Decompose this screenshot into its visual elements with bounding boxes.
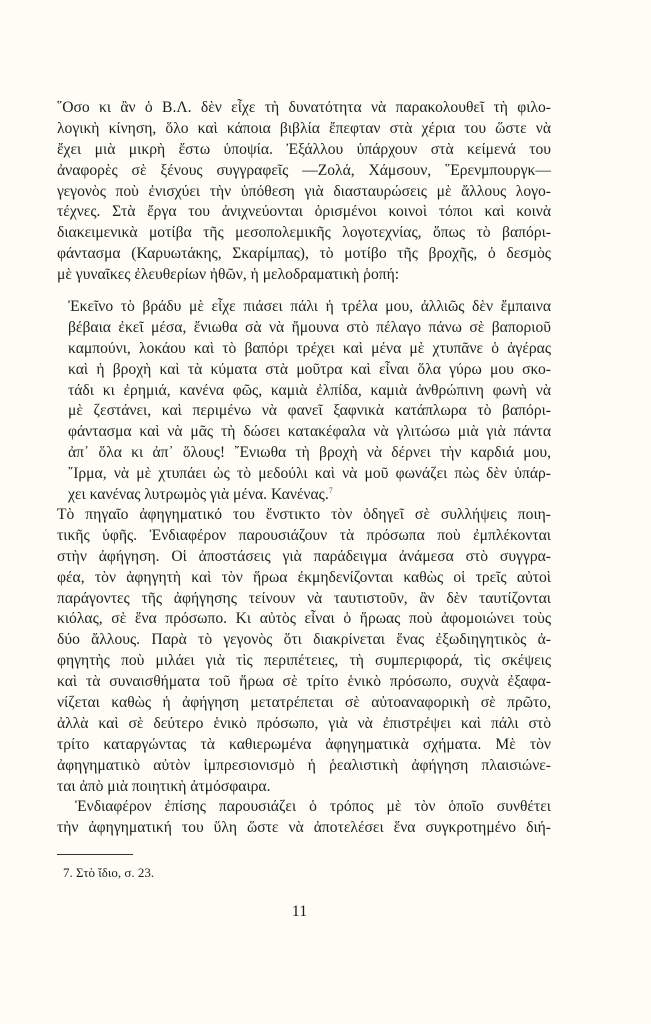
quote-line: φάντασμα καὶ νὰ μᾶς τὴ δώσει κατακέφαλα νὰ γλιτώσω μιὰ γιὰ πάντα (68, 423, 551, 441)
text-line: ῞Οσο κι ἂν ὁ Β.Λ. δὲν εἶχε τὴ δυνατότητα νὰ παρακολουθεῖ τὴ φιλο- (57, 99, 551, 116)
text-line: φάντασμα (Καρυωτάκης, Σκαρίμπας), τὸ μοτίβο τῆς βροχῆς, ὁ δεσμὸς (57, 245, 551, 263)
text-line: παράγοντες τῆς ἀφήγησης τείνουν νὰ ταυτιστοῦν, ἂν δὲν ταυτίζονται (57, 589, 551, 607)
block-quote (68, 297, 551, 506)
quote-line: ἀπ᾽ ὅλα κι ἀπ᾽ ὅλους! ῎Ενιωθα τὴ βροχὴ νὰ δέρνει τὴν καρδιά μου, (68, 444, 551, 462)
quote-line: ῎Ιρμα, νὰ μὲ χτυπάει ὡς τὸ μεδούλι καὶ νὰ μοῦ φωνάζει πὼς δὲν ὑπάρ- (68, 465, 551, 483)
text-line: τρίτο καταργώντας τὰ καθιερωμένα ἀφηγηματικὰ σχήματα. Μὲ τὸν (57, 735, 551, 753)
quote-line: Ἐκεῖνο τὸ βράδυ μὲ εἶχε πιάσει πάλι ἡ τρέλα μου, ἀλλιῶς δὲν ἔμπαινα (68, 298, 551, 315)
text-line: ἔχει μιὰ μικρὴ ἔστω ὑποψία. Ἐξάλλου ὑπάρχουν στὰ κείμενά του (57, 140, 551, 158)
text-line: καὶ τὰ συναισθήματα τοῦ ἥρωα σὲ τρίτο ἑνικὸ πρόσωπο, συχνὰ ἐξαφα- (57, 673, 551, 691)
quote-line: καμπούνι, λοκάου καὶ τὸ βαπόρι τρέχει καὶ μένα μὲ χτυπᾶνε ὁ ἀγέρας (68, 339, 551, 357)
text-line: στὴν ἀφήγηση. Οἱ ἀποστάσεις γιὰ παράδειγμα ἀνάμεσα στὸ συγγρα- (57, 547, 551, 565)
text-line: κιόλας, σὲ ἕνα πρόσωπο. Κι αὐτὸς εἶναι ὁ ἥρωας ποὺ ἀφομοιώνει τοὺς (57, 610, 551, 628)
quote-line-last (68, 485, 551, 506)
text-line: λογικὴ κίνηση, ὅλο καὶ κάποια βιβλία ἔπεφταν στὰ χέρια του ὥστε νὰ (57, 119, 551, 137)
text-line: φηγητὴς ποὺ μιλάει γιὰ τὶς περιπέτειες, τὴ συμπεριφορά, τὶς σκέψεις (57, 652, 551, 670)
page-number: 11 (291, 903, 308, 920)
text-line: ἀλλὰ καὶ σὲ δεύτερο ἑνικὸ πρόσωπο, γιὰ νὰ ἐπιστρέψει καὶ πάλι στὸ (57, 714, 551, 732)
text-line: τέχνες. Στὰ ἔργα του ἀνιχνεύονται ὁρισμένοι κοινοὶ τόποι καὶ κοινὰ (57, 203, 551, 221)
page-number-container (0, 903, 651, 921)
text-line: φέα, τὸν ἀφηγητὴ καὶ τὸν ἥρωα ἐκμηδενίζονται καθὼς οἱ τρεῖς αὐτοὶ (57, 568, 551, 586)
quote-last-text: χει κανένας λυτρωμὸς γιὰ μένα. Κανένας. (68, 486, 329, 504)
text-line: δύο ἄλλους. Παρὰ τὸ γεγονὸς ὅτι διακρίνεται ἕνας ἐξωδιηγητικὸς ἀ- (57, 631, 551, 649)
text-line: ἀφηγηματικὸ αὐτὸν ἰμπρεσιονισμὸ ἡ ῥεαλιστικὴ ἀφήγηση πλαισιώνε- (57, 756, 551, 774)
quote-line: μὲ ζεστάνει, καὶ περιμένω νὰ φανεῖ ξαφνικὰ κατάπλωρα τὸ βαπόρι- (68, 402, 551, 420)
quote-line: καὶ ἡ βροχὴ καὶ τὰ κύματα στὰ μοῦτρα καὶ εἶναι ὅλα γύρω μου σκο- (68, 360, 551, 378)
text-line: ἀναφορὲς σὲ ξένους συγγραφεῖς —Ζολά, Χάμσουν, ῞Ερενμπουργκ— (57, 161, 551, 179)
footnote: 7. Στὸ ἴδιο, σ. 23. (63, 865, 155, 880)
text-line: ται ἀπὸ μιὰ ποιητικὴ ἀτμόσφαιρα. (57, 777, 271, 795)
text-line: μὲ γυναῖκες ἐλευθερίων ἠθῶν, ἡ μελοδραματικὴ ῥοπή: (57, 266, 400, 284)
quote-line: βέβαια ἐκεῖ μέσα, ἔνιωθα σὰ νὰ ἤμουνα στὸ πέλαγο πάνω σὲ βαποριοῦ (68, 318, 551, 336)
text-line: τικῆς ὑφῆς. Ἐνδιαφέρον παρουσιάζουν τὰ πρόσωπα ποὺ ἐμπλέκονται (57, 526, 551, 544)
text-line: Τὸ πηγαῖο ἀφηγηματικό του ἔνστικτο τὸν ὁδηγεῖ σὲ συλλήψεις ποιη- (57, 506, 551, 523)
text-line: Ἐνδιαφέρον ἐπίσης παρουσιάζει ὁ τρόπος μὲ τὸν ὁποῖο συνθέτει (75, 798, 551, 816)
text-line: νίζεται καθὼς ἡ ἀφήγηση μετατρέπεται σὲ αὐτοαναφορικὴ σὲ πρῶτο, (57, 694, 551, 712)
quote-line: τάδι κι ἐρημιά, κανένα φῶς, καμιὰ ἐλπίδα, καμιὰ ἀνθρώπινη φωνὴ νὰ (68, 381, 551, 399)
text-line: γεγονὸς ποὺ ἐνισχύει τὴν ὑπόθεση γιὰ διασταυρώσεις μὲ ἄλλους λογο- (57, 182, 551, 200)
footnote-divider (57, 854, 133, 855)
text-line: τὴν ἀφηγηματική του ὕλη ὥστε νὰ ἀποτελέσει ἕνα συγκροτημένο διή- (57, 819, 551, 837)
paragraph-2 (57, 505, 551, 839)
paragraph-1 (57, 98, 551, 286)
text-line: διακειμενικὰ μοτίβα τῆς μεσοπολεμικῆς λογοτεχνίας, ὅπως τὸ βαπόρι- (57, 224, 551, 242)
footnote-reference[interactable]: 7 (328, 485, 333, 495)
